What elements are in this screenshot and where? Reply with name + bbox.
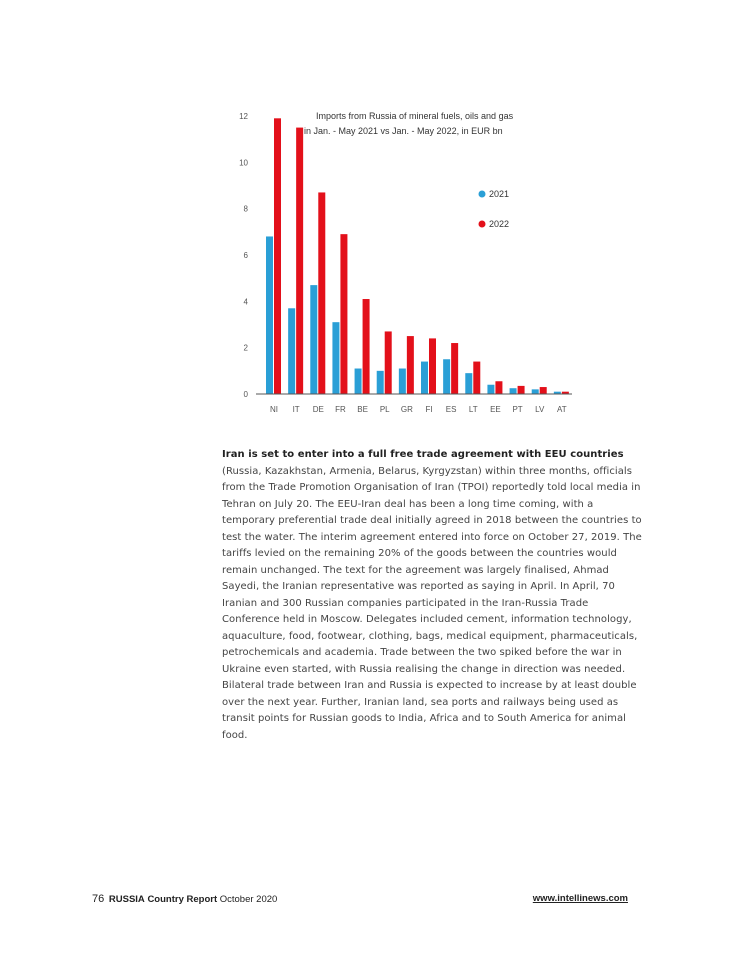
- bar-2021-GR: [399, 369, 406, 394]
- bar-2022-FR: [340, 234, 347, 394]
- bar-2022-LT: [473, 362, 480, 394]
- bar-2021-FR: [332, 322, 339, 394]
- x-tick-label: FR: [335, 405, 346, 414]
- bar-2021-DE: [310, 285, 317, 394]
- bar-2021-NI: [266, 236, 273, 394]
- bar-2022-FI: [429, 338, 436, 394]
- footer-brand: RUSSIA: [108, 894, 145, 905]
- x-tick-label: LT: [468, 405, 478, 414]
- footer-date: October 2020: [219, 894, 278, 905]
- x-tick-label: FI: [425, 405, 433, 414]
- y-tick-label: 0: [243, 390, 248, 399]
- x-tick-label: AT: [557, 405, 567, 414]
- bar-2022-NI: [274, 118, 281, 394]
- x-tick-label: NI: [270, 405, 278, 414]
- article-paragraph: [222, 447, 642, 744]
- bar-2021-IT: [288, 308, 295, 394]
- y-tick-label: 10: [239, 158, 248, 168]
- y-tick-label: 8: [243, 204, 248, 214]
- x-tick-label: PT: [512, 405, 523, 414]
- footer-left: [92, 893, 277, 905]
- bar-2021-LV: [532, 389, 539, 394]
- x-tick-label: GR: [400, 405, 413, 414]
- bar-2022-PT: [518, 386, 525, 394]
- footer-website-link[interactable]: www.intellinews.com: [532, 893, 628, 904]
- bar-2021-ES: [443, 359, 450, 394]
- bar-2022-DE: [318, 192, 325, 394]
- y-tick-label: 12: [239, 112, 248, 121]
- x-tick-label: IT: [292, 405, 300, 414]
- footer-report-label: Country Report: [147, 894, 218, 905]
- x-tick-label: EE: [490, 405, 501, 414]
- x-tick-label: LV: [535, 405, 545, 414]
- bar-2022-ES: [451, 343, 458, 394]
- page-number: 76: [92, 893, 105, 905]
- bar-2021-EE: [487, 385, 494, 394]
- y-tick-label: 2: [243, 343, 248, 353]
- page-footer: [92, 893, 628, 911]
- article-lead: Iran is set to enter into a full free trade agreement with EEU countries: [222, 449, 624, 460]
- legend-label-2022: 2022: [489, 219, 510, 229]
- article-body: (Russia, Kazakhstan, Armenia, Belarus, Kyrgyzstan) within three months, officials from the Trade Promotion Organisation of Iran (TPOI) reportedly told local media in Tehran on July 20. The EEU-Iran deal has been a long time coming, with a temporary preferential trade deal initially agreed in 2018 between the countries to test the water. The interim agreement entered into force on October 27, 2019. The tariffs levied on the remaining 20% of the goods between the countries would remain unchanged. The text for the agreement was largely finalised, Ahmad Sayedi, the Iranian representative was reported as saying in April. In April, 70 Iranian and 300 Russian companies participated in the Iran-Russia Trade Conference held in Moscow. Delegates included cement, information technology, aquaculture, food, footwear, clothing, bags, medical equipment, pharmaceuticals, petrochemicals and academia. Trade between the two spiked before the war in Ukraine even started, with Russia realising the change in direction was needed. Bilateral trade between Iran and Russia is expected to increase by at least double over the next year. Further, Iranian land, sea ports and railways being used as transit points for Russian goods to India, Africa and to South America for animal food.: [222, 465, 642, 741]
- legend-swatch-2021: [479, 191, 486, 198]
- bar-2021-PT: [510, 388, 517, 394]
- bar-2022-LV: [540, 387, 547, 394]
- legend-swatch-2022: [479, 221, 486, 228]
- chart-subtitle: in Jan. - May 2021 vs Jan. - May 2022, in EUR bn: [304, 126, 503, 136]
- x-tick-label: ES: [445, 405, 457, 414]
- bar-2022-EE: [495, 381, 502, 394]
- bar-2022-BE: [363, 299, 370, 394]
- bar-2022-PL: [385, 331, 392, 394]
- legend-label-2021: 2021: [489, 189, 510, 199]
- x-tick-label: PL: [379, 405, 390, 414]
- y-tick-label: 6: [243, 251, 248, 260]
- bar-chart: [220, 100, 580, 430]
- bar-2021-LT: [465, 373, 472, 394]
- bar-2022-IT: [296, 128, 303, 394]
- bar-2021-FI: [421, 362, 428, 394]
- x-tick-label: BE: [357, 405, 368, 414]
- chart-title: Imports from Russia of mineral fuels, oils and gas: [316, 111, 514, 121]
- x-tick-label: DE: [312, 405, 324, 414]
- bar-2021-PL: [377, 371, 384, 394]
- y-tick-label: 4: [243, 297, 248, 307]
- bar-2022-GR: [407, 336, 414, 394]
- bar-2021-BE: [355, 369, 362, 394]
